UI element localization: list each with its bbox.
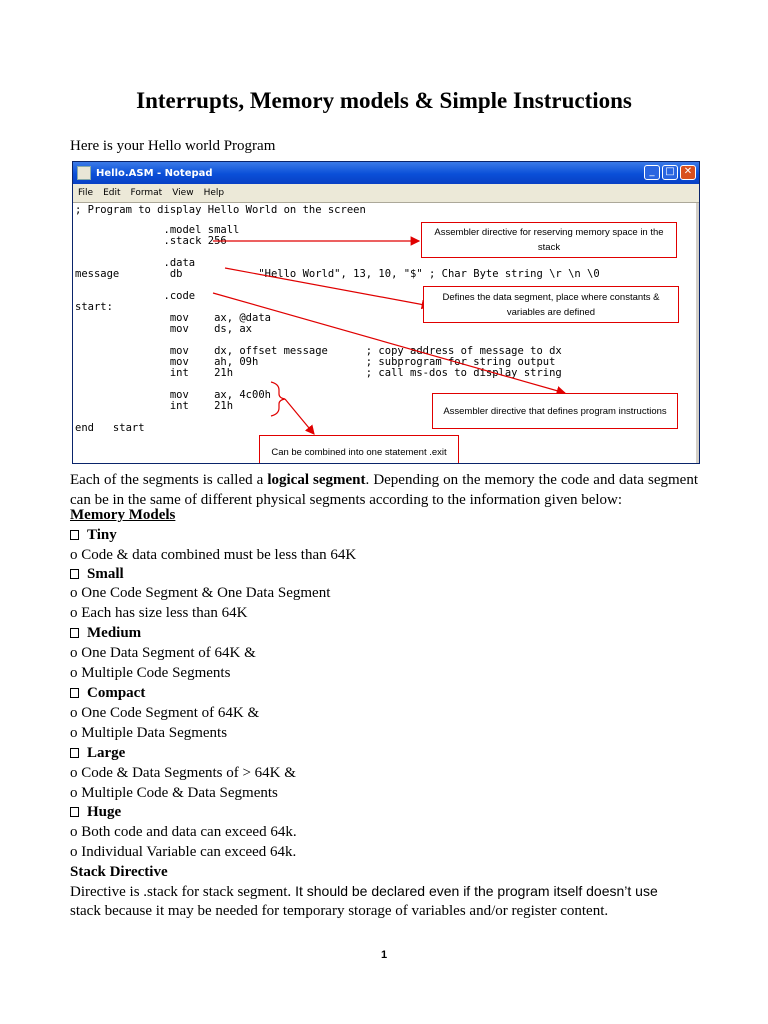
- logical-segment-paragraph: [70, 470, 698, 510]
- maximize-icon: □: [662, 165, 678, 180]
- code-line: mov ax, 4c00h: [75, 389, 271, 401]
- minimize-icon: _: [644, 165, 660, 180]
- code-line: mov ax, @data: [75, 312, 271, 324]
- bullet-glyph: [70, 688, 79, 698]
- model-item: o One Data Segment of 64K &: [70, 645, 256, 661]
- bullet-glyph: [70, 530, 79, 540]
- bullet-glyph: [70, 569, 79, 579]
- page-number: 1: [380, 949, 388, 961]
- model-compact: Compact: [70, 685, 145, 702]
- model-item: o Multiple Data Segments: [70, 725, 228, 741]
- para-text: . Depending on the memory the code and data segment can be in the same of different physical segments according to the information given below:: [70, 472, 698, 508]
- model-item: o Each has size less than 64K: [70, 605, 248, 621]
- model-item: o Code & Data Segments of > 64K &: [70, 765, 296, 781]
- code-line: .data: [75, 257, 196, 269]
- code-line: .code: [75, 290, 196, 302]
- model-large: Large: [70, 745, 125, 762]
- model-item: o Multiple Code & Data Segments: [70, 785, 278, 801]
- annotation-stack: Assembler directive for reserving memory space in the stack: [421, 222, 677, 258]
- model-item: o Both code and data can exceed 64k.: [70, 824, 297, 840]
- notepad-screenshot: [72, 161, 700, 464]
- menu-format: Format: [130, 188, 163, 198]
- code-line: .stack 256: [75, 235, 227, 247]
- code-line: int 21h: [75, 400, 234, 412]
- model-tiny: Tiny: [70, 527, 117, 544]
- stack-directive-heading: Stack Directive: [70, 864, 168, 880]
- notepad-window-title: Hello.ASM - Notepad: [96, 167, 213, 179]
- annotation-data: Defines the data segment, place where constants & variables are defined: [423, 286, 679, 323]
- code-line: ; Program to display Hello World on the screen: [75, 204, 366, 216]
- model-item: o One Code Segment of 64K &: [70, 705, 260, 721]
- brace-exit: [271, 382, 285, 416]
- bullet-glyph: [70, 628, 79, 638]
- memory-models-heading: Memory Models: [70, 507, 176, 523]
- menu-edit: Edit: [103, 188, 121, 198]
- annotation-exit: Can be combined into one statement .exit: [259, 435, 459, 464]
- annotation-code: Assembler directive that defines program instructions: [432, 393, 678, 429]
- close-icon: ✕: [680, 165, 696, 180]
- page-title: Interrupts, Memory models & Simple Instructions: [136, 88, 632, 113]
- model-huge: Huge: [70, 804, 121, 821]
- model-medium: Medium: [70, 625, 141, 642]
- model-item: o One Code Segment & One Data Segment: [70, 585, 331, 601]
- menu-help: Help: [203, 188, 225, 198]
- code-line: mov ah, 09h ; subprogram for string output: [75, 356, 556, 368]
- code-line: int 21h ; call ms-dos to display string: [75, 367, 562, 379]
- code-line: .model small: [75, 224, 240, 236]
- model-item: o Multiple Code Segments: [70, 665, 231, 681]
- model-item: o Individual Variable can exceed 64k.: [70, 844, 297, 860]
- bullet-glyph: [70, 807, 79, 817]
- para-text: Each of the segments is called a: [70, 472, 268, 488]
- menu-file: File: [78, 188, 94, 198]
- code-line: mov ds, ax: [75, 323, 253, 335]
- logical-segment-term: logical segment: [267, 472, 366, 488]
- arrow-exit: [285, 399, 314, 434]
- code-line: mov dx, offset message ; copy address of message to dx: [75, 345, 562, 357]
- model-small: Small: [70, 566, 124, 583]
- code-line: end start: [75, 422, 145, 434]
- menu-view: View: [172, 188, 194, 198]
- stack-directive-text: Directive is .stack for stack segment. It should be declared even if the program itself doesn’t use: [70, 883, 658, 900]
- stack-directive-text: stack because it may be needed for temporary storage of variables and/or register content.: [70, 903, 609, 919]
- code-line: message db "Hello World", 13, 10, "$" ; Char Byte string \r \n \0: [75, 268, 600, 280]
- model-item: o Code & data combined must be less than 64K: [70, 547, 357, 563]
- code-line: start:: [75, 301, 113, 313]
- bullet-glyph: [70, 748, 79, 758]
- intro-text: Here is your Hello world Program: [70, 138, 276, 154]
- arrow-data: [225, 268, 430, 306]
